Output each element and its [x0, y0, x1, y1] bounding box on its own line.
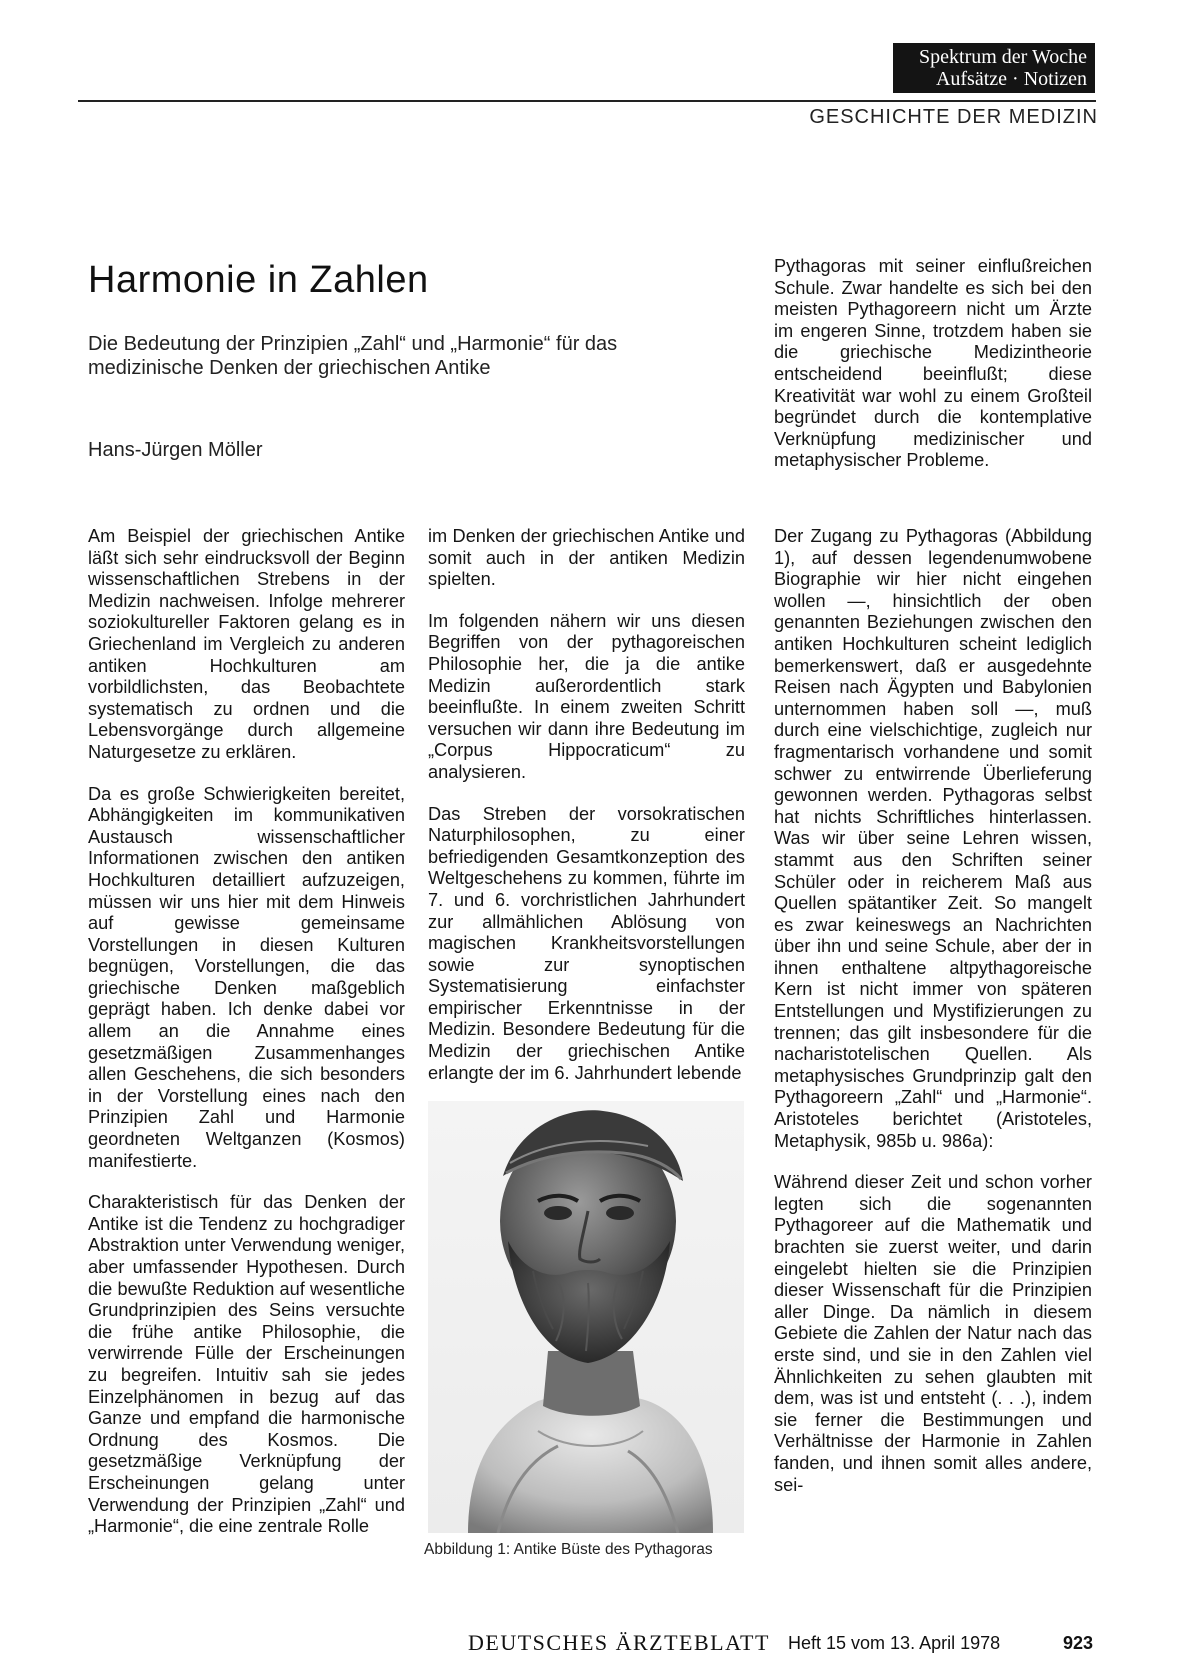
article-title: Harmonie in Zahlen: [88, 259, 429, 301]
journal-name: DEUTSCHES ÄRZTEBLATT: [468, 1630, 770, 1655]
bust-image: [428, 1101, 744, 1533]
column-1: [88, 526, 405, 1558]
header-rule: [78, 100, 1096, 102]
column-2: [428, 526, 745, 1104]
paragraph: im Denken der griechischen Antike und somit auch in der antiken Medizin spielten.: [428, 526, 745, 590]
paragraph: Der Zugang zu Pythagoras (Abbildung 1), auf dessen legendenumwobene Biographie wir hier nicht eingehen wollen —, hinsichtlich der oben genannten Beziehungen zwischen den antiken Hochkulturen scheint lediglich bemerkenswert, daß er ausgedehnte Reisen nach Ägypten und Babylonien unternommen haben soll —, muß durch eine vielschichtige, zugleich nur fragmentarisch vorhandene und somit schwer zu entwirrende Überlieferung gewonnen werden. Pythagoras selbst hat nichts Schriftliches hinterlassen. Was wir über seine Lehren wissen, stammt aus den Schriften seiner Schüler oder in reicherem Maß aus Quellen spätantiker Zeit. So mangelt es zwar keineswegs an Nachrichten über ihn und seine Schule, aber der in ihnen enthaltene altpythagoreische Kern ist nicht immer von späteren Entstellungen und Mystifizierungen zu trennen; das gilt insbesondere für die nacharistotelischen Quellen. Als metaphysisches Grundprinzip galt den Pythagoreern „Zahl“ und „Harmonie“. Aristoteles berichtet (Aristoteles, Metaphysik, 985b u. 986a):: [774, 526, 1092, 1151]
issue-info: Heft 15 vom 13. April 1978: [788, 1633, 1001, 1653]
figure-caption: Abbildung 1: Antike Büste des Pythagoras: [424, 1541, 713, 1558]
section-heading: GESCHICHTE DER MEDIZIN: [809, 106, 1098, 128]
column-3: [774, 526, 1092, 1516]
paragraph: Im folgenden nähern wir uns diesen Begriffen von der pythagoreischen Philosophie her, die ja die antike Medizin außerordentlich stark beeinflußte. In einem zweiten Schritt versuchen wir dann ihre Bedeutung im „Corpus Hippocraticum“ zu analysieren.: [428, 610, 745, 782]
paragraph: Da es große Schwierigkeiten bereitet, Abhängigkeiten im kommunikativen Austausch wissenschaftlicher Informationen zwischen den antiken Hochkulturen detailliert aufzuzeigen, müssen wir uns hier mit dem Hinweis auf gewisse gemeinsame Vorstellungen in diesen Kulturen begnügen, Vorstellungen, die das griechische Denken maßgeblich geprägt haben. Ich denke dabei vor allem an die Annahme eines gesetzmäßigen Zusammenhanges allen Geschehens, die sich besonders in der Vorstellung eines nach den Prinzipien Zahl und Harmonie geordneten Weltganzen (Kosmos) manifestierte.: [88, 783, 405, 1171]
badge-line-1: Spektrum der Woche: [919, 46, 1087, 68]
page-number: 923: [1062, 1633, 1093, 1653]
paragraph: Charakteristisch für das Denken der Antike ist die Tendenz zu hochgradiger Abstraktion unter Verwendung weniger, aber umfassender Hypothesen. Durch die bewußte Reduktion auf wesentliche Grundprinzipien des Seins versuchte die frühe antike Philosophie, die verwirrende Fülle der Erscheinungen zu begreifen. Intuitiv sah sie jedes Einzelphänomen in bezug auf das Ganze und empfand die harmonische Ordnung des Kosmos. Die gesetzmäßige Verknüpfung der Erscheinungen gelang unter Verwendung der Prinzipien „Zahl“ und „Harmonie“, die eine zentrale Rolle: [88, 1192, 405, 1537]
paragraph: Pythagoras mit seiner einflußreichen Schule. Zwar handelte es sich bei den meisten Pythagoreern nicht um Ärzte im engeren Sinne, trotzdem haben sie die griechische Medizintheorie entscheidend beeinflußt; diese Kreativität war wohl zu einem Großteil begründet durch die kontemplative Verknüpfung medizinischer und metaphysischer Probleme.: [774, 256, 1092, 471]
section-badge: [893, 43, 1095, 93]
badge-line-2: Aufsätze · Notizen: [935, 68, 1087, 90]
figure-bust-of-pythagoras: [428, 1101, 744, 1533]
article-author: Hans-Jürgen Möller: [88, 439, 263, 461]
page-footer: [468, 1630, 1093, 1658]
column-3-intro: [774, 256, 1092, 472]
paragraph: Während dieser Zeit und schon vorher legten sich die sogenannten Pythagoreer auf die Mathematik und brachten sie zuerst weiter, und darin eingelebt hielten sie die Prinzipien dieser Wissenschaft für die Prinzipien aller Dinge. Da nämlich in diesem Gebiete die Zahlen der Natur nach das erste sind, und sie in den Zahlen viel Ähnlichkeiten zu sehen glaubten mit dem, was ist und entsteht (. . .), indem sie ferner die Bestimmungen und Verhältnisse der Harmonie in Zahlen fanden, und ihnen somit alles andere, sei-: [774, 1172, 1092, 1495]
paragraph: Am Beispiel der griechischen Antike läßt sich sehr eindrucksvoll der Beginn wissenschaftlichen Strebens in der Medizin nachweisen. Infolge mehrerer soziokultureller Faktoren gelang es in Griechenland im Vergleich zu anderen antiken Hochkulturen am vorbildlichsten, das Beobachtete systematisch zu ordnen und die Lebensvorgänge durch allgemeine Naturgesetze zu erklären.: [88, 526, 405, 762]
article-subtitle: Die Bedeutung der Prinzipien „Zahl“ und „Harmonie“ für das medizinische Denken der griechischen Antike: [88, 333, 618, 379]
paragraph: Das Streben der vorsokratischen Naturphilosophen, zu einer befriedigenden Gesamtkonzeption des Weltgeschehens zu kommen, führte im 7. und 6. vorchristlichen Jahrhundert zur allmählichen Ablösung von magischen Krankheitsvorstellungen sowie zur synoptischen Systematisierung einfachster empirischer Erkenntnisse in der Medizin. Besondere Bedeutung für die Medizin der griechischen Antike erlangte der im 6. Jahrhundert lebende: [428, 803, 745, 1083]
